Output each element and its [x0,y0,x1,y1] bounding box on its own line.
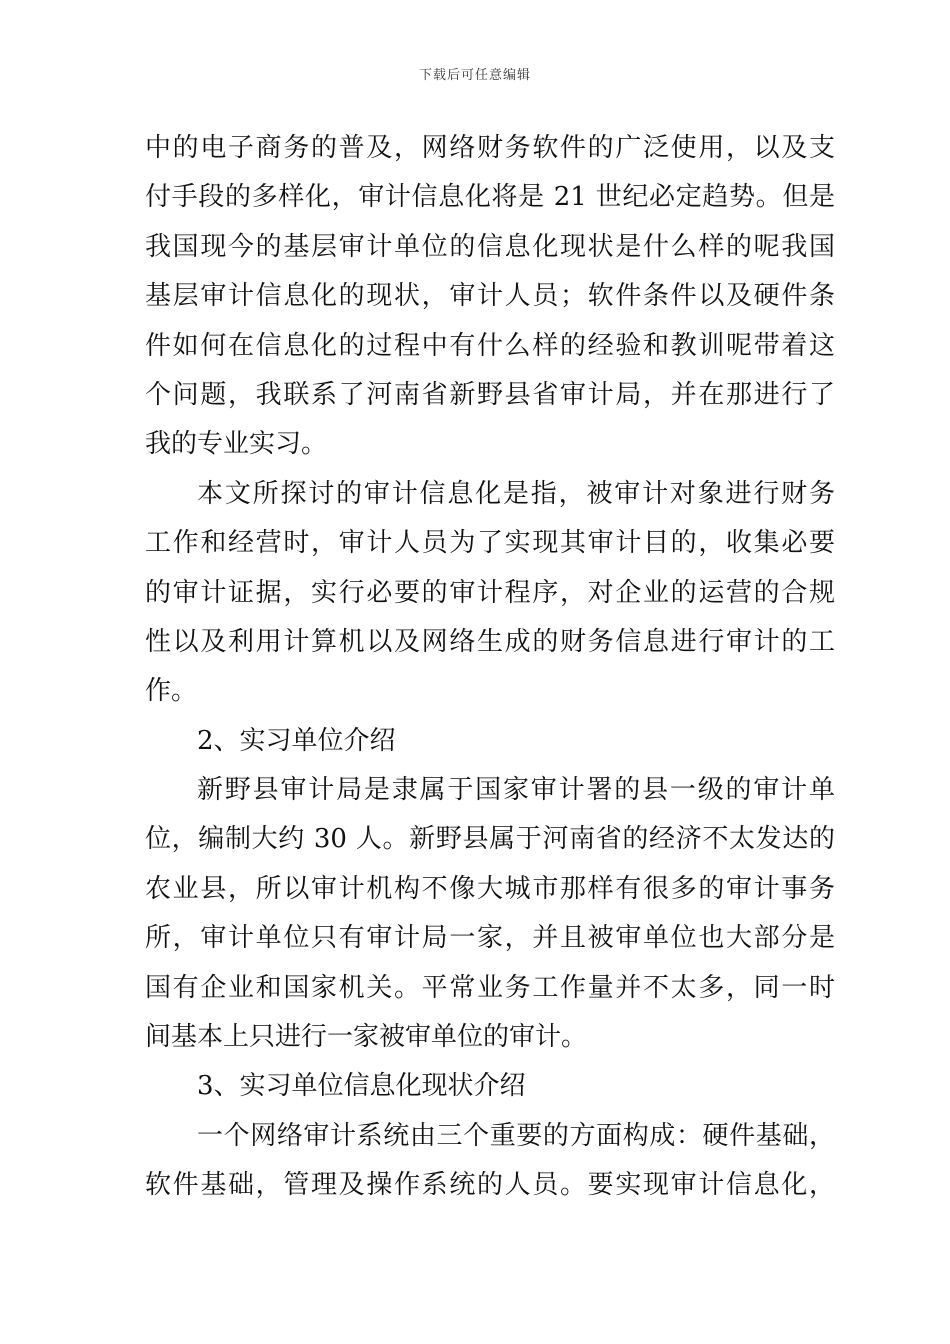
document-body [145,124,835,1211]
paragraph-1-line-7: 我的专业实习。 [145,429,328,460]
paragraph-1-line-1: 中的电子商务的普及，网络财务软件的广泛使用，以及支 [145,133,835,163]
paragraph-2-line-5: 作。 [145,676,198,707]
paragraph-1-line-5: 件如何在信息化的过程中有什么样的经验和教训呢带着这 [145,330,835,361]
paragraph-2-line-2: 工作和经营时，审计人员为了实现其审计目的，收集必要 [145,528,835,559]
paragraph-1-line-2: 付手段的多样化，审计信息化将是 21 世纪必定趋势。但是 [145,182,835,213]
paragraph-4-line-2: 软件基础，管理及操作系统的人员。要实现审计信息化， [145,1170,835,1201]
paragraph-2-line-3: 的审计证据，实行必要的审计程序，对企业的运营的合规 [145,577,835,608]
section-heading-2: 2、实习单位介绍 [197,725,396,756]
paragraph-2-line-1: 本文所探讨的审计信息化是指，被审计对象进行财务 [197,478,835,509]
paragraph-3-line-3: 农业县，所以审计机构不像大城市那样有很多的审计事务 [145,873,835,904]
paragraph-1-line-4: 基层审计信息化的现状，审计人员；软件条件以及硬件条 [145,281,835,312]
paragraph-3-line-5: 国有企业和国家机关。平常业务工作量并不太多，同一时 [145,972,835,1003]
section-heading-3: 3、实习单位信息化现状介绍 [197,1071,526,1102]
paragraph-1-line-6: 个问题，我联系了河南省新野县省审计局，并在那进行了 [145,379,835,410]
page-header: 下载后可任意编辑 [418,68,531,83]
paragraph-3-line-2: 位，编制大约 30 人。新野县属于河南省的经济不太发达的 [145,824,835,855]
paragraph-1-line-3: 我国现今的基层审计单位的信息化现状是什么样的呢我国 [145,231,835,262]
paragraph-3-line-4: 所，审计单位只有审计局一家，并且被审单位也大部分是 [145,923,835,954]
paragraph-3-line-6: 间基本上只进行一家被审单位的审计。 [145,1022,588,1053]
paragraph-2-line-4: 性以及利用计算机以及网络生成的财务信息进行审计的工 [145,626,835,657]
paragraph-3-line-1: 新野县审计局是隶属于国家审计署的县一级的审计单 [197,775,835,806]
paragraph-4-line-1: 一个网络审计系统由三个重要的方面构成：硬件基础， [197,1120,835,1151]
